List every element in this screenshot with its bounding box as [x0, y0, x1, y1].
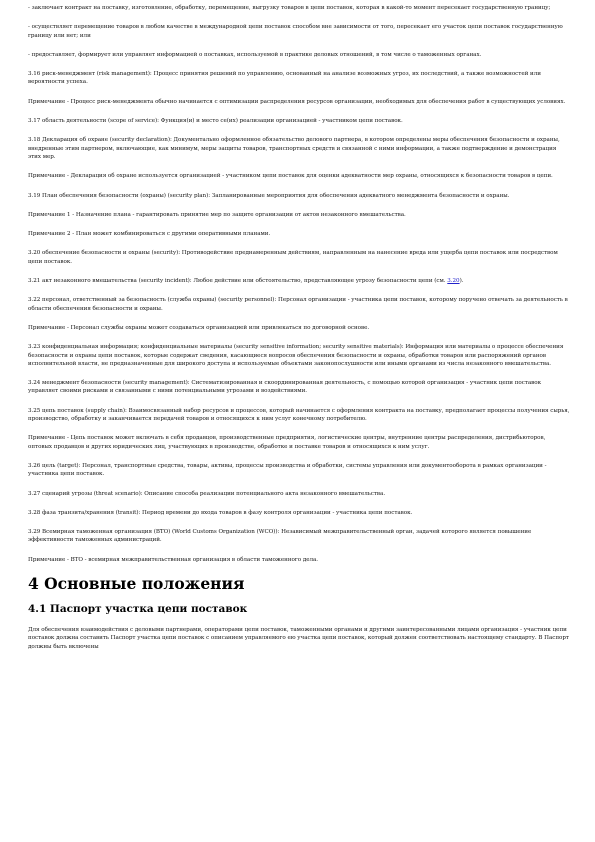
note-3-29: Примечание - ВТО - всемирная межправительственная организация в области таможенного дела. [28, 556, 319, 563]
definition-3-18: 3.18 Декларация об охране (security declaration): Документально оформленное обязательство делового партнера, в котором определены меры обеспечения безопасности и охраны, внедренные этим партнером, включающие, как минимум, меры защиты товаров, транспортных средств и связанной с ними информации, а также подтверждение и демонстрация этих мер. [28, 137, 560, 160]
note-3-25: Примечание - Цепь поставок может включать в себя продавцов, производственные предприятия, логистические центры, внутренние центры распределения, дистрибьюторов, оптовых продавцов и других юридических лиц, участвующих в производстве, обработке и поставке товаров и относящихся к ним услуг. [28, 435, 546, 450]
definition-3-24: 3.24 менеджмент безопасности (security management): Систематизированная и скоординированная деятельность, с помощью которой организация - участник цепи поставок управляет своими рисками и связанными с ними потенциальными угрозами и воздействиями. [28, 380, 542, 395]
paragraph-participant-contracts: - заключает контракт на поставку, изготовление, обработку, перемещение, выгрузку товаров в цепи поставок, которая в какой-то момент пересекает государственную границу; [28, 5, 551, 11]
note-3-16: Примечание - Процесс риск-менеджмента обычно начинается с оптимизации распределения ресурсов организации, необходимых для обеспечения работ в существующих условиях. [28, 98, 566, 105]
note-1-3-19: Примечание 1 - Назначение плана - гарантировать принятие мер по защите организации от актов незаконного вмешательства. [28, 211, 406, 218]
section-heading: 4 Основные положения [28, 573, 245, 593]
note-2-3-19: Примечание 2 - План может комбинироваться с другими оперативными планами. [28, 231, 271, 238]
definition-3-16: 3.16 риск-менеджмент (risk management): Процесс принятия решений по управлению, основанный на анализе возможных угроз, их последствий, а также возможностей или вероятности успеха. [28, 71, 541, 86]
document-page [28, 4, 570, 662]
note-3-18: Примечание - Декларация об охране используется организацией - участником цепи поставок для оценки адекватности мер охраны, относящихся к безопасности товаров в цепи. [28, 173, 553, 180]
definition-3-29: 3.29 Всемирная таможенная организация (ВТО) (World Customs Organization (WCO)): Независимый межправительственный орган, задачей которого является повышение эффективности таможенных администраций. [28, 529, 532, 544]
definition-3-21-text: 3.21 акт незаконного вмешательства (security incident): Любое действие или обстоятельство, представляющее угрозу безопасности цепи (см. [28, 278, 446, 285]
paragraph-participant-moves-goods: - осуществляет перемещение товаров в любом качестве в международной цепи поставок способом вне зависимости от того, пересекает его участок цепи поставок государственную границу или нет; или [28, 24, 563, 39]
definition-3-26: 3.26 цель (target): Персонал, транспортные средства, товары, активы, процессы производства и обработки, системы управления или документооборота в рамках организации - участника цепи поставок. [28, 462, 547, 478]
definition-3-22: 3.22 персонал, ответственный за безопасность (служба охраны) (security personnel): Персонал организации - участника цепи поставок, которому поручено отвечать за деятельность в области обеспечения безопасности и охраны. [28, 297, 568, 312]
definition-3-19: 3.19 План обеспечения безопасности (охраны) (security plan): Запланированные мероприятия для обеспечения адекватного менеджмента безопасности и охраны. [28, 192, 510, 199]
subsection-heading: 4.1 Паспорт участка цепи поставок [28, 602, 248, 615]
note-3-22: Примечание - Персонал службы охраны может создаваться организацией или привлекаться по договорной основе. [28, 324, 370, 331]
definition-3-27: 3.27 сценарий угрозы (threat scenario): Описание способа реализации потенциального акта незаконного вмешательства. [28, 490, 386, 497]
paragraph-passport-intro: Для обеспечения взаимодействия с деловыми партнерами, операторами цепи поставок, таможенными органами и другими заинтересованными лицами организация - участник цепи поставок должна составить Паспорт участка цепи поставок с описанием управляемого ею участка цепи поставок, который должен соответствовать настоящему стандарту. В Паспорт должны быть включены [28, 626, 569, 650]
definition-3-20: 3.20 обеспечение безопасности и охраны (security): Противодействие преднамеренным действиям, направленным на нанесение вреда или ущерба цепи поставок или посредством цепи поставок. [28, 250, 558, 265]
reference-tail: ). [459, 278, 464, 285]
reference-link-3-20[interactable]: 3.20 [447, 278, 460, 285]
definition-3-28: 3.28 фаза транзита/хранения (transit): Период времени до входа товаров в фазу контроля организации - участника цепи поставок. [28, 509, 413, 516]
definition-3-21 [28, 277, 570, 285]
definition-3-23: 3.23 конфиденциальная информация; конфиденциальные материалы (security sensitive information; security sensitive materials): Информация или материалы о процессе обеспечения безопасности и охраны цепи поставок, которые содержат сведения, касающиеся вопросов обеспечения безопасности и охраны, обработки товаров или распоряжений органов исполнительной власти, не предназначенные для широкого доступа и используемые объектами законопослушности или иными органами из числа незаконного вмешательства. [28, 344, 564, 367]
definition-3-25: 3.25 цепь поставок (supply chain): Взаимосвязанный набор ресурсов и процессов, который начинается с оформления контракта на поставку, предполагает процессы получения сырья, производство, обработку и заканчивается передачей товаров и относящихся к ним услуг конечному потребителю. [28, 407, 570, 423]
paragraph-participant-information: - предоставляет, формирует или управляет информацией о поставках, используемой в практике деловых отношений, в том числе о таможенных органах. [28, 51, 482, 58]
definition-3-17: 3.17 область деятельности (scope of service): Функция(и) и место се(их) реализации организацией - участником цепи поставок. [28, 118, 403, 125]
